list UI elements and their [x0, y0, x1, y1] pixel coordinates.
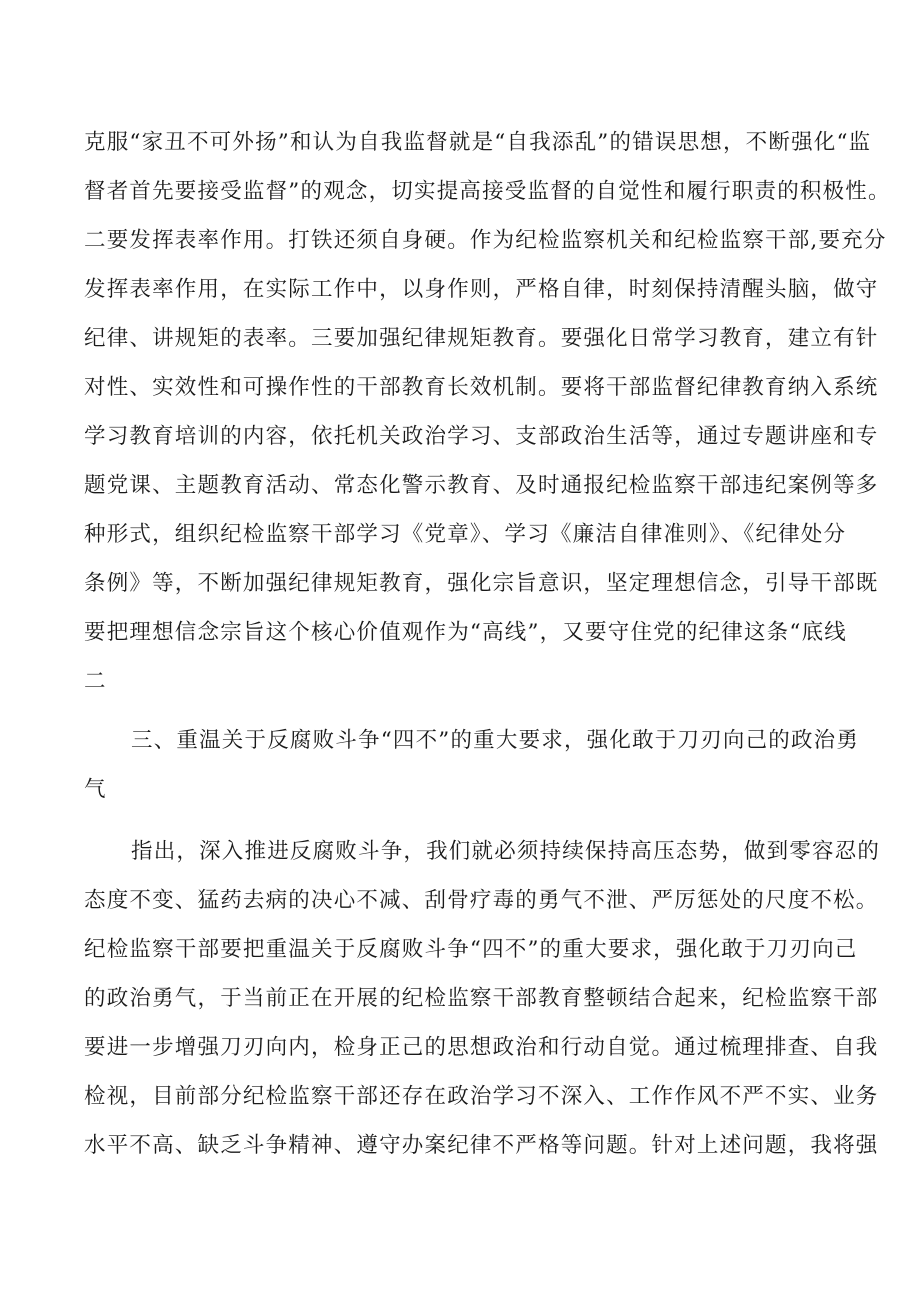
paragraph-1-line: 题党课、主题教育活动、常态化警示教育、及时通报纪检监察干部违纪案例等多 — [84, 473, 879, 498]
paragraph-1-line: 要把理想信念宗旨这个核心价值观作为“高线”，又要守住党的纪律这条“底线 — [84, 620, 847, 645]
paragraph-2-line: 水平不高、缺乏斗争精神、遵守办案纪律不严格等问题。针对上述问题，我将强 — [84, 1133, 879, 1158]
paragraph-1-line: 二要发挥表率作用。打铁还须自身硬。作为纪检监察机关和纪检监察干部,要充分 — [84, 228, 887, 253]
paragraph-1-line: 发挥表率作用，在实际工作中，以身作则，严格自律，时刻保持清醒头脑，做守 — [84, 277, 879, 302]
paragraph-2-line: 检视，目前部分纪检监察干部还存在政治学习不深入、工作作风不严不实、业务 — [84, 1084, 879, 1109]
paragraph-2-line: 指出，深入推进反腐败斗争，我们就必须持续保持高压态势，做到零容忍的 — [131, 839, 881, 864]
paragraph-2-line: 态度不变、猛药去病的决心不减、刮骨疗毒的勇气不泄、严厉惩处的尺度不松。 — [84, 888, 879, 913]
section-heading-line: 三、重温关于反腐败斗争“四不”的重大要求，强化敢于刀刃向己的政治勇 — [131, 728, 860, 753]
paragraph-1-line: 二 — [84, 669, 107, 694]
paragraph-1-line: 条例》等，不断加强纪律规矩教育，强化宗旨意识，坚定理想信念，引导干部既 — [84, 571, 879, 596]
paragraph-1-line: 对性、实效性和可操作性的干部教育长效机制。要将干部监督纪律教育纳入系统 — [84, 375, 879, 400]
paragraph-1-line: 学习教育培训的内容，依托机关政治学习、支部政治生活等，通过专题讲座和专 — [84, 424, 879, 449]
paragraph-2-line: 要进一步增强刀刃向内，检身正己的思想政治和行动自觉。通过梳理排查、自我 — [84, 1035, 879, 1060]
paragraph-1-line: 督者首先要接受监督”的观念，切实提高接受监督的自觉性和履行职责的积极性。 — [84, 179, 891, 204]
paragraph-1-line: 种形式，组织纪检监察干部学习《党章》、学习《廉洁自律准则》、《纪律处分 — [84, 522, 847, 547]
section-heading-line: 气 — [84, 777, 107, 802]
paragraph-2-line: 纪检监察干部要把重温关于反腐败斗争“四不”的重大要求，强化敢于刀刃向己 — [84, 937, 858, 962]
paragraph-1-line: 克服“家丑不可外扬”和认为自我监督就是“自我添乱”的错误思想，不断强化“监 — [84, 130, 872, 155]
paragraph-1-line: 纪律、讲规矩的表率。三要加强纪律规矩教育。要强化日常学习教育，建立有针 — [84, 326, 879, 351]
paragraph-2-line: 的政治勇气，于当前正在开展的纪检监察干部教育整顿结合起来，纪检监察干部 — [84, 986, 879, 1011]
